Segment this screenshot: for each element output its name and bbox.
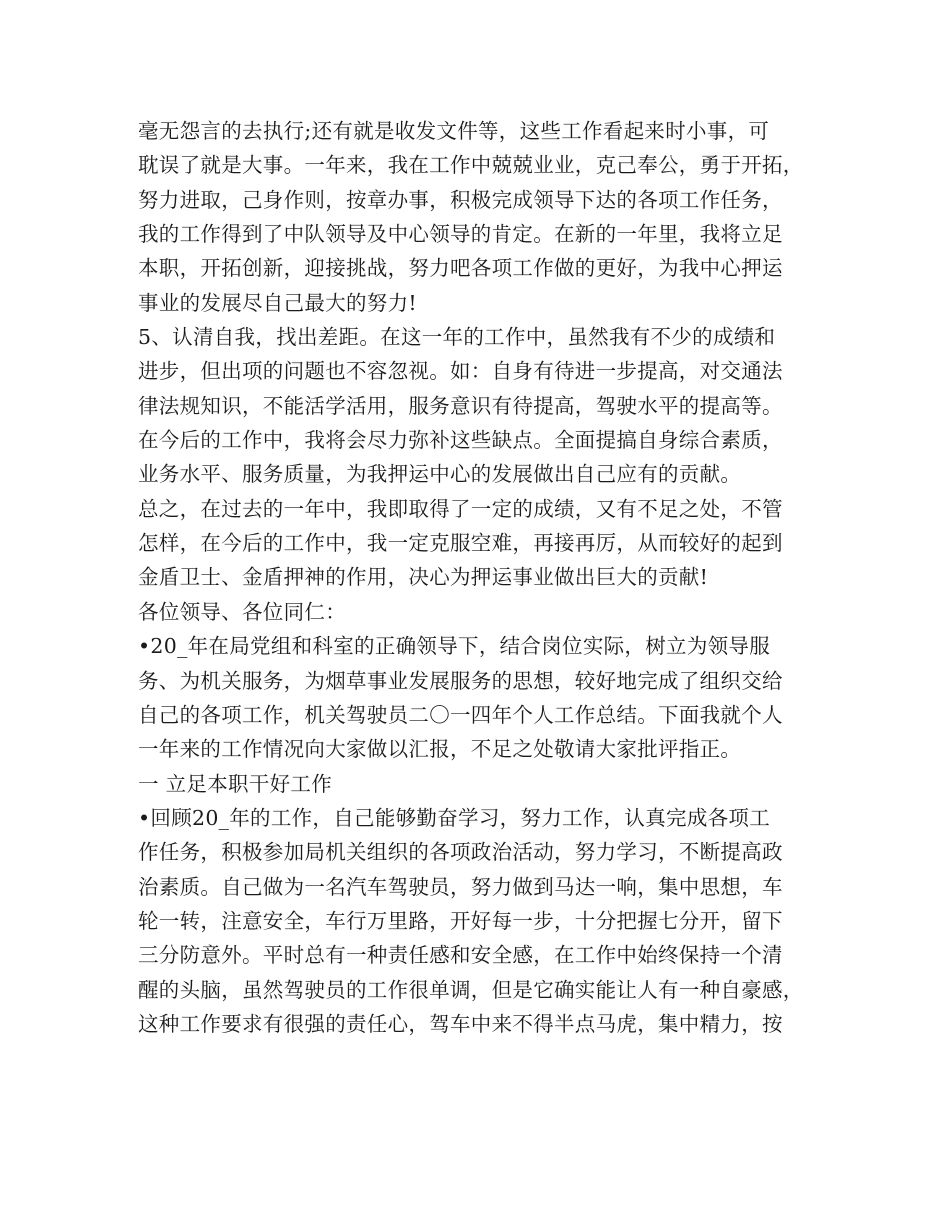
text-line: 自己的各项工作，机关驾驶员二〇一四年个人工作总结。下面我就个人 [138, 702, 783, 727]
text-line: 这种工作要求有很强的责任心，驾车中来不得半点马虎，集中精力，按 [138, 1011, 783, 1036]
text-line: 本职，开拓创新，迎接挑战，努力吧各项工作做的更好，为我中心押运 [138, 256, 783, 281]
text-line: 怎样，在今后的工作中，我一定克服空难，再接再厉，从而较好的起到 [138, 531, 783, 556]
text-line: 一年来的工作情况向大家做以汇报，不足之处敬请大家批评指正。 [138, 737, 742, 762]
text-line: 金盾卫士、金盾押神的作用，决心为押运事业做出巨大的贡献! [138, 565, 709, 590]
text-line: 轮一转，注意安全，车行万里路，开好每一步，十分把握七分开，留下 [138, 908, 783, 933]
text-line: 业务水平、服务质量，为我押运中心的发展做出自己应有的贡献。 [138, 462, 742, 487]
text-line: 耽误了就是大事。一年来，我在工作中兢兢业业，克己奉公，勇于开拓， [138, 153, 804, 178]
text-line: 作任务，积极参加局机关组织的各项政治活动，努力学习，不断提高政 [138, 840, 783, 865]
text-line: 醒的头脑，虽然驾驶员的工作很单调，但是它确实能让人有一种自豪感， [138, 977, 804, 1002]
text-line: 毫无怨言的去执行;还有就是收发文件等，这些工作看起来时小事，可 [138, 119, 770, 143]
document-body [138, 114, 828, 1041]
text-line: •20_年在局党组和科室的正确领导下，结合岗位实际，树立为领导服 [138, 634, 771, 659]
text-line: 事业的发展尽自己最大的努力! [138, 290, 417, 315]
text-line: 三分防意外。平时总有一种责任感和安全感，在工作中始终保持一个清 [138, 943, 783, 968]
text-line: •回顾20_年的工作，自己能够勤奋学习，努力工作，认真完成各项工 [138, 805, 771, 830]
text-line: 总之，在过去的一年中，我即取得了一定的成绩，又有不足之处，不管 [138, 496, 783, 521]
text-line: 5、认清自我，找出差距。在这一年的工作中，虽然我有不少的成绩和 [138, 325, 776, 350]
text-line: 一 立足本职干好工作 [138, 771, 333, 796]
text-line: 进步，但出项的问题也不容忽视。如：自身有待进一步提高，对交通法 [138, 359, 783, 384]
text-line: 在今后的工作中，我将会尽力弥补这些缺点。全面提搞自身综合素质， [138, 428, 783, 453]
text-line: 我的工作得到了中队领导及中心领导的肯定。在新的一年里，我将立足 [138, 222, 783, 247]
text-line: 努力进取，己身作则，按章办事，积极完成领导下达的各项工作任务， [138, 187, 783, 212]
text-line: 各位领导、各位同仁： [138, 599, 346, 624]
text-line: 律法规知识，不能活学活用，服务意识有待提高，驾驶水平的提高等。 [138, 393, 783, 418]
text-line: 治素质。自己做为一名汽车驾驶员，努力做到马达一响，集中思想，车 [138, 874, 783, 899]
text-line: 务、为机关服务，为烟草事业发展服务的思想，较好地完成了组织交给 [138, 668, 783, 693]
